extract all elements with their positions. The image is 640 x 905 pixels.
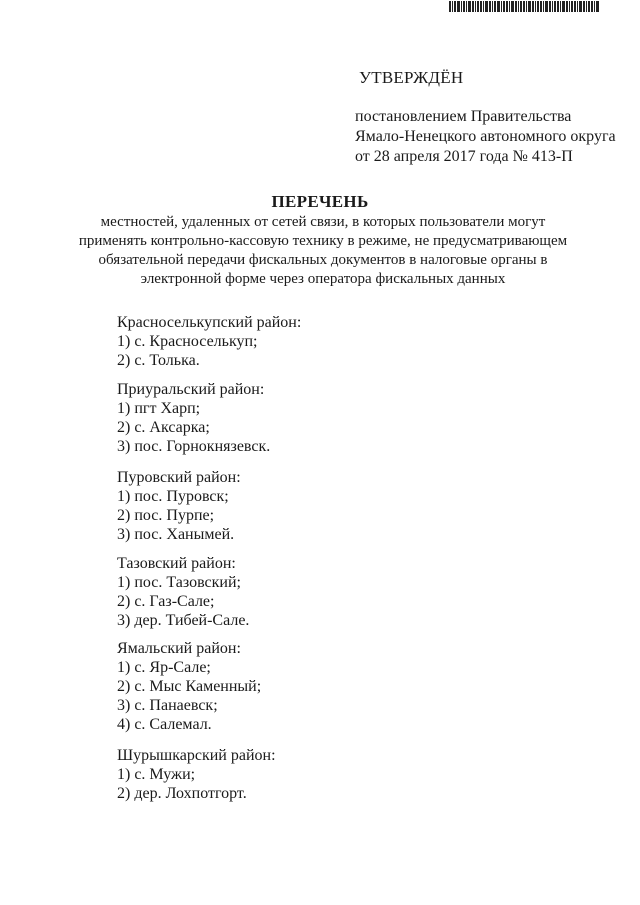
district-title: Красноселькупский район: (117, 314, 302, 331)
district-yamalsky (117, 639, 261, 734)
district-title: Тазовский район: (117, 555, 236, 572)
district-title: Приуральский район: (117, 381, 265, 398)
locality-item: 2) с. Толька. (117, 352, 200, 369)
locality-item: 3) дер. Тибей-Сале. (117, 612, 250, 629)
subtitle-line: обязательной передачи фискальных документов в налоговые органы в (98, 252, 548, 268)
district-shuryshkarsky (117, 746, 276, 803)
scan-barcode-mark (449, 0, 640, 12)
locality-item: 1) пгт Харп; (117, 400, 201, 417)
locality-item: 1) с. Мужи; (117, 766, 196, 783)
locality-item: 2) с. Аксарка; (117, 419, 210, 436)
district-krasnoselkupsky (117, 313, 301, 370)
document-title: ПЕРЕЧЕНЬ (271, 192, 369, 211)
district-title: Пуровский район: (117, 469, 241, 486)
locality-item: 3) пос. Ханымей. (117, 526, 235, 543)
locality-item: 3) пос. Горнокнязевск. (117, 438, 271, 455)
district-title: Шурышкарский район: (117, 747, 276, 764)
district-tazovsky (117, 554, 249, 630)
approval-line-resolution: постановлением Правительства (355, 108, 572, 125)
locality-item: 1) пос. Тазовский; (117, 574, 241, 591)
locality-item: 4) с. Салемал. (117, 716, 212, 733)
approval-line-date-number: от 28 апреля 2017 года № 413-П (355, 148, 573, 165)
subtitle-line: местностей, удаленных от сетей связи, в которых пользователи могут (100, 214, 546, 230)
subtitle-line: электронной форме через оператора фискальных данных (140, 271, 506, 287)
district-priuralsky (117, 380, 270, 456)
locality-item: 1) с. Яр-Сале; (117, 659, 211, 676)
district-title: Ямальский район: (117, 640, 241, 657)
locality-item: 1) пос. Пуровск; (117, 488, 229, 505)
locality-item: 2) с. Газ-Сале; (117, 593, 215, 610)
district-purovsky (117, 468, 241, 544)
subtitle-line: применять контрольно-кассовую технику в режиме, не предусматривающем (78, 233, 568, 249)
locality-item: 2) дер. Лохпотгорт. (117, 785, 247, 802)
locality-item: 2) с. Мыс Каменный; (117, 678, 262, 695)
approved-stamp-label: УТВЕРЖДЁН (359, 68, 464, 87)
locality-item: 1) с. Красноселькуп; (117, 333, 258, 350)
locality-item: 3) с. Панаевск; (117, 697, 218, 714)
approval-line-region: Ямало-Ненецкого автономного округа (355, 128, 616, 145)
locality-item: 2) пос. Пурпе; (117, 507, 215, 524)
